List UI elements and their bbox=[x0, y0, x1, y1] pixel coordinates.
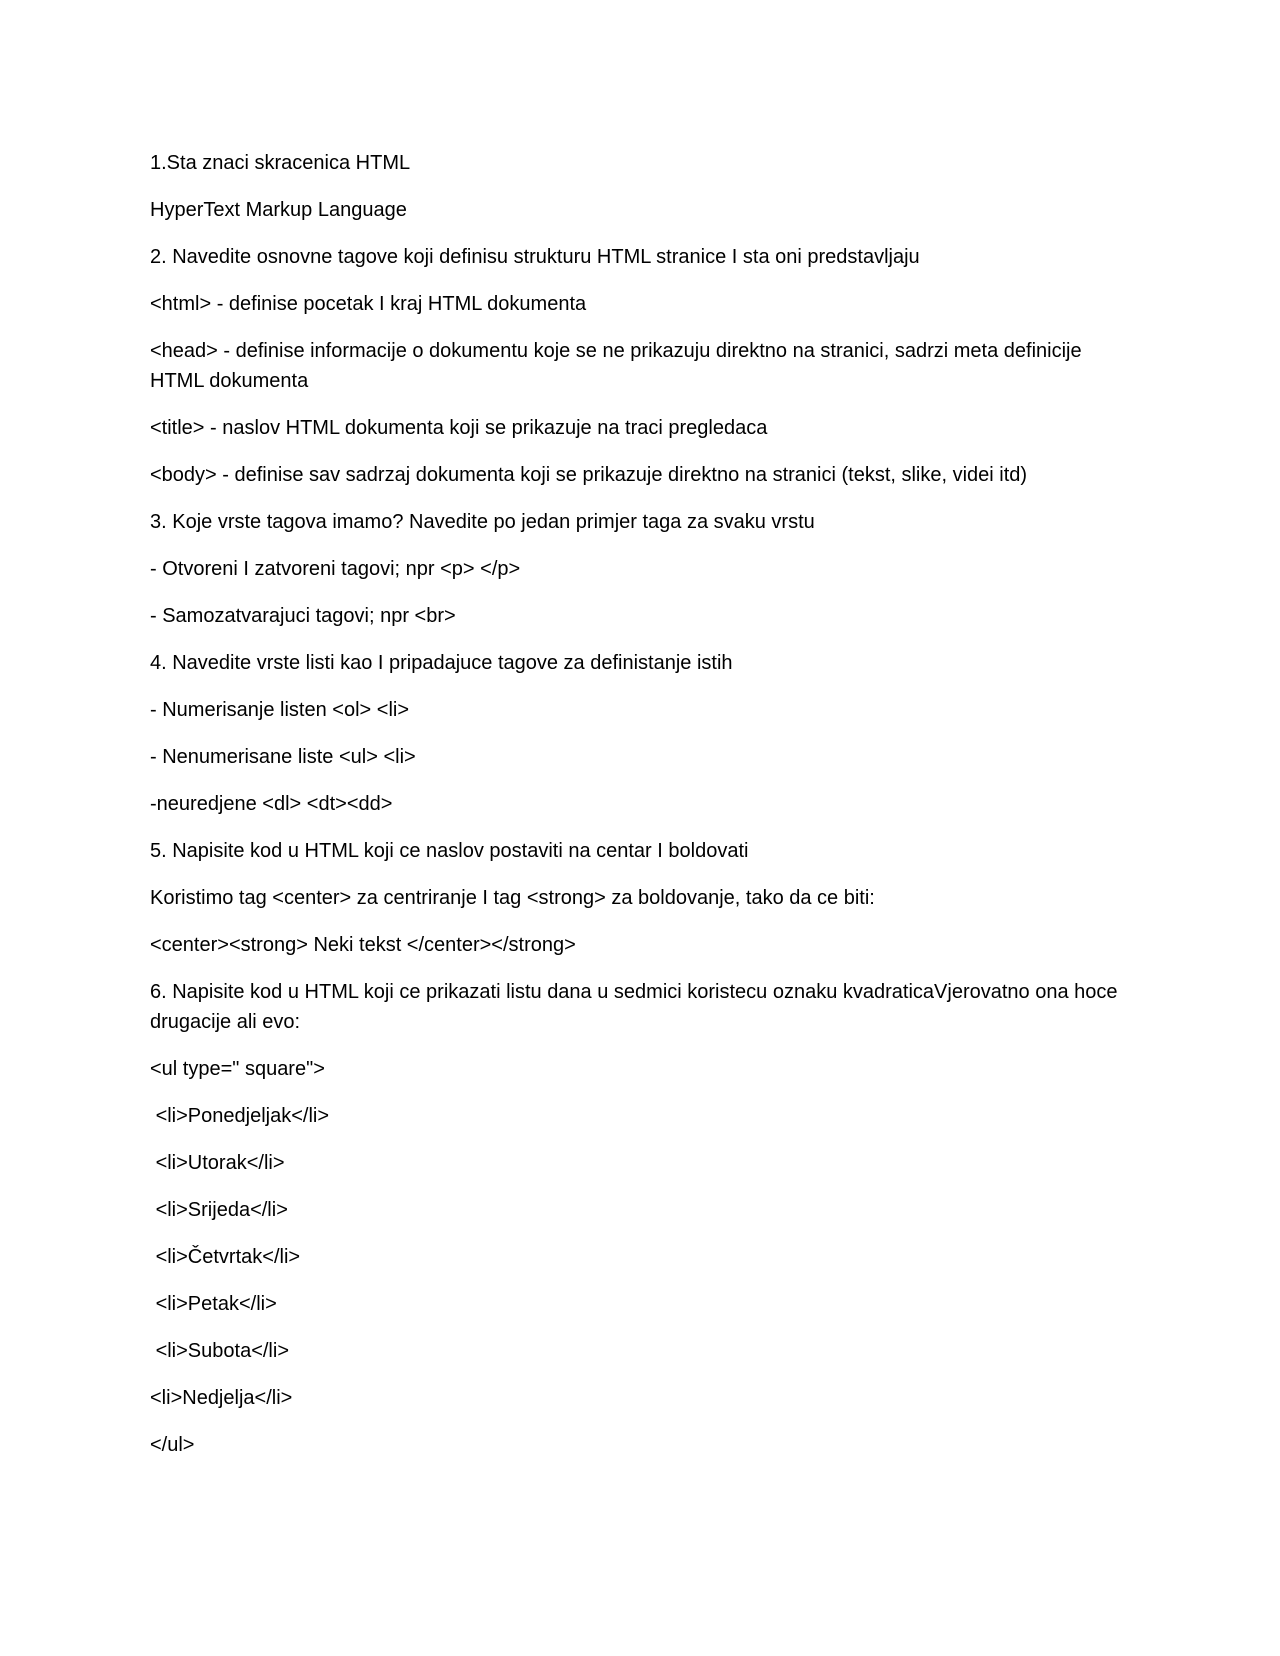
document-body bbox=[150, 148, 1130, 1477]
question-1: 1.Sta znaci skracenica HTML bbox=[150, 152, 411, 174]
answer-2-title-tag: <title> - naslov HTML dokumenta koji se prikazuje na traci pregledaca bbox=[150, 417, 768, 439]
answer-2-html-tag: <html> - definise pocetak I kraj HTML dokumenta bbox=[150, 293, 587, 315]
question-6: 6. Napisite kod u HTML koji ce prikazati listu dana u sedmici koristecu oznaku kvadraticaVjerovatno ona hoce drugacije ali evo: bbox=[150, 981, 1124, 1033]
code-line-thursday: <li>Četvrtak</li> bbox=[150, 1246, 301, 1268]
answer-4-definition-list: -neuredjene <dl> <dt><dd> bbox=[150, 793, 393, 815]
question-3: 3. Koje vrste tagova imamo? Navedite po jedan primjer taga za svaku vrstu bbox=[150, 511, 815, 533]
code-line-ul-close: </ul> bbox=[150, 1434, 195, 1456]
answer-4-ordered-list: - Numerisanje listen <ol> <li> bbox=[150, 699, 410, 721]
answer-3-paired-tags: - Otvoreni I zatvoreni tagovi; npr <p> </p> bbox=[150, 558, 521, 580]
code-line-ul-open: <ul type=" square"> bbox=[150, 1058, 325, 1080]
answer-1: HyperText Markup Language bbox=[150, 199, 407, 221]
code-line-sunday: <li>Nedjelja</li> bbox=[150, 1387, 293, 1409]
question-5: 5. Napisite kod u HTML koji ce naslov postaviti na centar I boldovati bbox=[150, 840, 749, 862]
code-line-monday: <li>Ponedjeljak</li> bbox=[150, 1105, 330, 1127]
code-line-friday: <li>Petak</li> bbox=[150, 1293, 277, 1315]
code-line-saturday: <li>Subota</li> bbox=[150, 1340, 289, 1362]
answer-5-code: <center><strong> Neki tekst </center></strong> bbox=[150, 934, 576, 956]
code-line-wednesday: <li>Srijeda</li> bbox=[150, 1199, 288, 1221]
answer-5-explanation: Koristimo tag <center> za centriranje I tag <strong> za boldovanje, tako da ce biti: bbox=[150, 887, 875, 909]
question-4: 4. Navedite vrste listi kao I pripadajuce tagove za definistanje istih bbox=[150, 652, 733, 674]
answer-3-self-closing-tags: - Samozatvarajuci tagovi; npr <br> bbox=[150, 605, 456, 627]
answer-2-body-tag: <body> - definise sav sadrzaj dokumenta koji se prikazuje direktno na stranici (tekst, slike, videi itd) bbox=[150, 464, 1028, 486]
answer-2-head-tag: <head> - definise informacije o dokumentu koje se ne prikazuju direktno na stranici, sadrzi meta definicije HTML dokumenta bbox=[150, 340, 1088, 392]
code-line-tuesday: <li>Utorak</li> bbox=[150, 1152, 285, 1174]
question-2: 2. Navedite osnovne tagove koji definisu strukturu HTML stranice I sta oni predstavljaju bbox=[150, 246, 920, 268]
answer-4-unordered-list: - Nenumerisane liste <ul> <li> bbox=[150, 746, 416, 768]
